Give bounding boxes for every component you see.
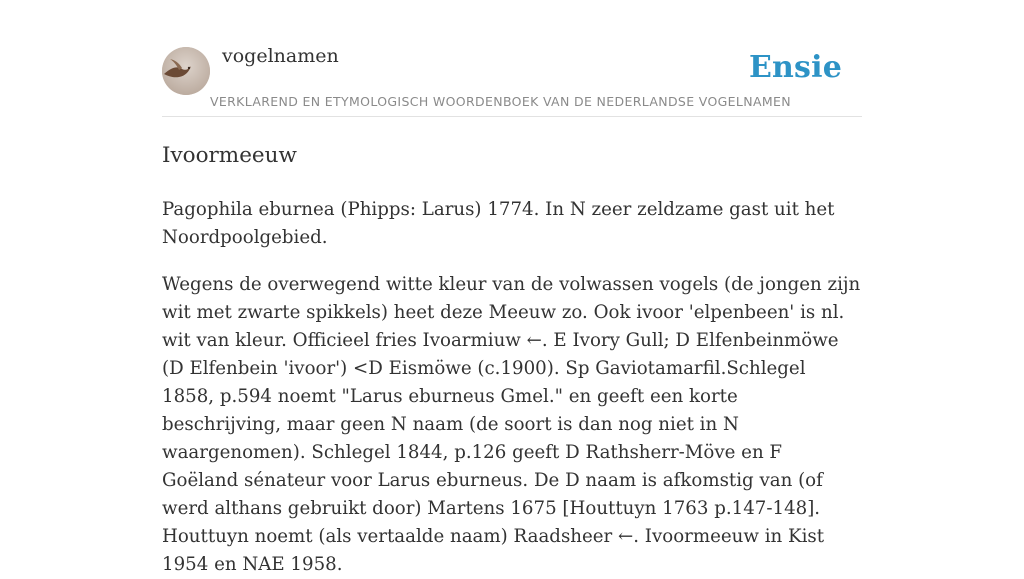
page-container (162, 0, 862, 579)
ensie-logo[interactable]: Ensie (748, 50, 842, 85)
page-title: Ivoormeeuw (162, 143, 297, 168)
site-name-link[interactable]: vogelnamen (222, 45, 339, 67)
article-paragraph: Pagophila eburnea (Phipps: Larus) 1774. In N zeer zeldzame gast uit het Noordpoolgebied. (162, 199, 835, 248)
bird-avatar[interactable] (162, 47, 210, 95)
article-paragraph: Wegens de overwegend witte kleur van de volwassen vogels (de jongen zijn wit met zwarte spikkels) heet deze Meeuw zo. Ook ivoor 'elpenbeen' is nl. wit van kleur. Officieel fries Ivoarmiuw ←. E Ivory Gull; D Elfenbeinmöwe (D Elfenbein 'ivoor') <D Eismöwe (c.1900). Sp Gaviotamarfil.Schlegel 1858, p.594 noemt "Larus eburneus Gmel." en geeft een korte beschrijving, maar geen N naam (de soort is dan nog niet in N waargenomen). Schlegel 1844, p.126 geeft D Rathsherr-Möve en F Goëland sénateur voor Larus eburneus. De D naam is afkomstig van (of werd althans gebruikt door) Martens 1675 [Houttuyn 1763 p.147-148]. Houttuyn noemt (als vertaalde naam) Raadsheer ←. Ivoormeeuw in Kist 1954 en NAE 1958. (162, 274, 861, 575)
bird-icon (162, 47, 210, 95)
site-subtitle: VERKLAREND EN ETYMOLOGISCH WOORDENBOEK VAN DE NEDERLANDSE VOGELNAMEN (210, 94, 791, 109)
site-header (162, 0, 862, 117)
